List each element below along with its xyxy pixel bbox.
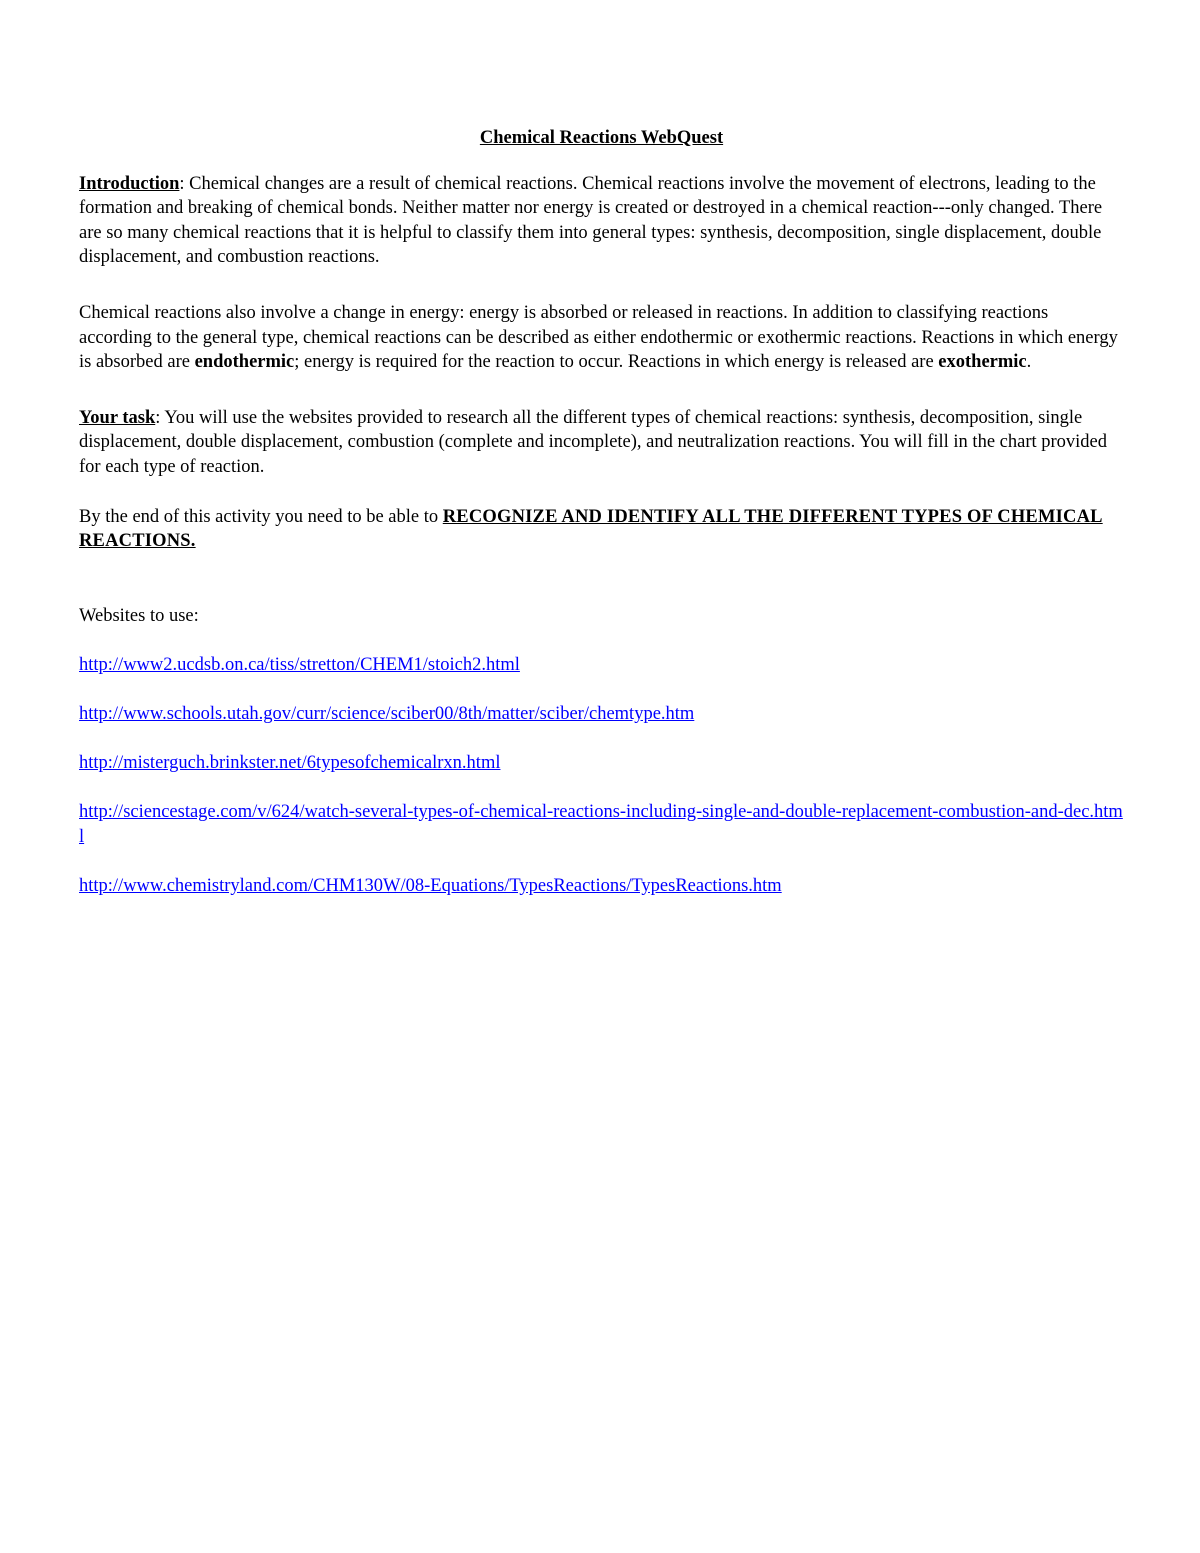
energy-text-2: ; energy is required for the reaction to occur. Reactions in which energy is released are: [294, 352, 939, 373]
goal-emphasis: RECOGNIZE AND IDENTIFY ALL THE DIFFERENT TYPES OF CHEMICAL REACTIONS.: [79, 506, 1103, 552]
goal-lead: By the end of this activity you need to be able to: [79, 506, 443, 527]
document-page: [79, 126, 1124, 898]
website-links: [79, 653, 1124, 899]
task-label: Your task: [79, 407, 156, 428]
exothermic-term: exothermic: [938, 352, 1027, 373]
website-link-5[interactable]: http://www.chemistryland.com/CHM130W/08-Equations/TypesReactions/TypesReactions.htm: [79, 875, 782, 896]
intro-text: : Chemical changes are a result of chemical reactions. Chemical reactions involve the movement of electrons, leading to the formation and breaking of chemical bonds. Neither matter nor energy is created or destroyed in a chemical reaction---only changed. There are so many chemical reactions that it is helpful to classify them into general types: synthesis, decomposition, single displacement, double displacement, and combustion reactions.: [79, 173, 1103, 268]
website-link-2[interactable]: http://www.schools.utah.gov/curr/science/sciber00/8th/matter/sciber/chemtype.htm: [79, 703, 695, 724]
websites-heading: Websites to use:: [79, 605, 199, 626]
website-link-4[interactable]: http://sciencestage.com/v/624/watch-several-types-of-chemical-reactions-including-single-and-double-replacement-combustion-and-dec.html: [79, 802, 1123, 847]
energy-paragraph: [79, 301, 1124, 375]
task-paragraph: [79, 406, 1124, 480]
website-link-1[interactable]: http://www2.ucdsb.on.ca/tiss/stretton/CHEM1/stoich2.html: [79, 654, 520, 675]
energy-text-1: Chemical reactions also involve a change in energy: energy is absorbed or released in reactions. In addition to classifying reactions according to the general type, chemical reactions can be described as either endothermic or exothermic reactions. Reactions in which energy is absorbed are: [79, 302, 1118, 373]
intro-label: Introduction: [79, 173, 180, 194]
endothermic-term: endothermic: [194, 352, 295, 373]
website-link-3[interactable]: http://misterguch.brinkster.net/6typesofchemicalrxn.html: [79, 753, 501, 773]
document-title: Chemical Reactions WebQuest: [479, 128, 724, 148]
energy-text-3: .: [1026, 352, 1032, 373]
task-text: : You will use the websites provided to research all the different types of chemical reactions: synthesis, decomposition, single displacement, double displacement, combustion (complete and incomplete), and neutralization reactions. You will fill in the chart provided for each type of reaction.: [79, 407, 1108, 477]
intro-paragraph: [79, 172, 1124, 270]
goal-paragraph: [79, 505, 1124, 554]
